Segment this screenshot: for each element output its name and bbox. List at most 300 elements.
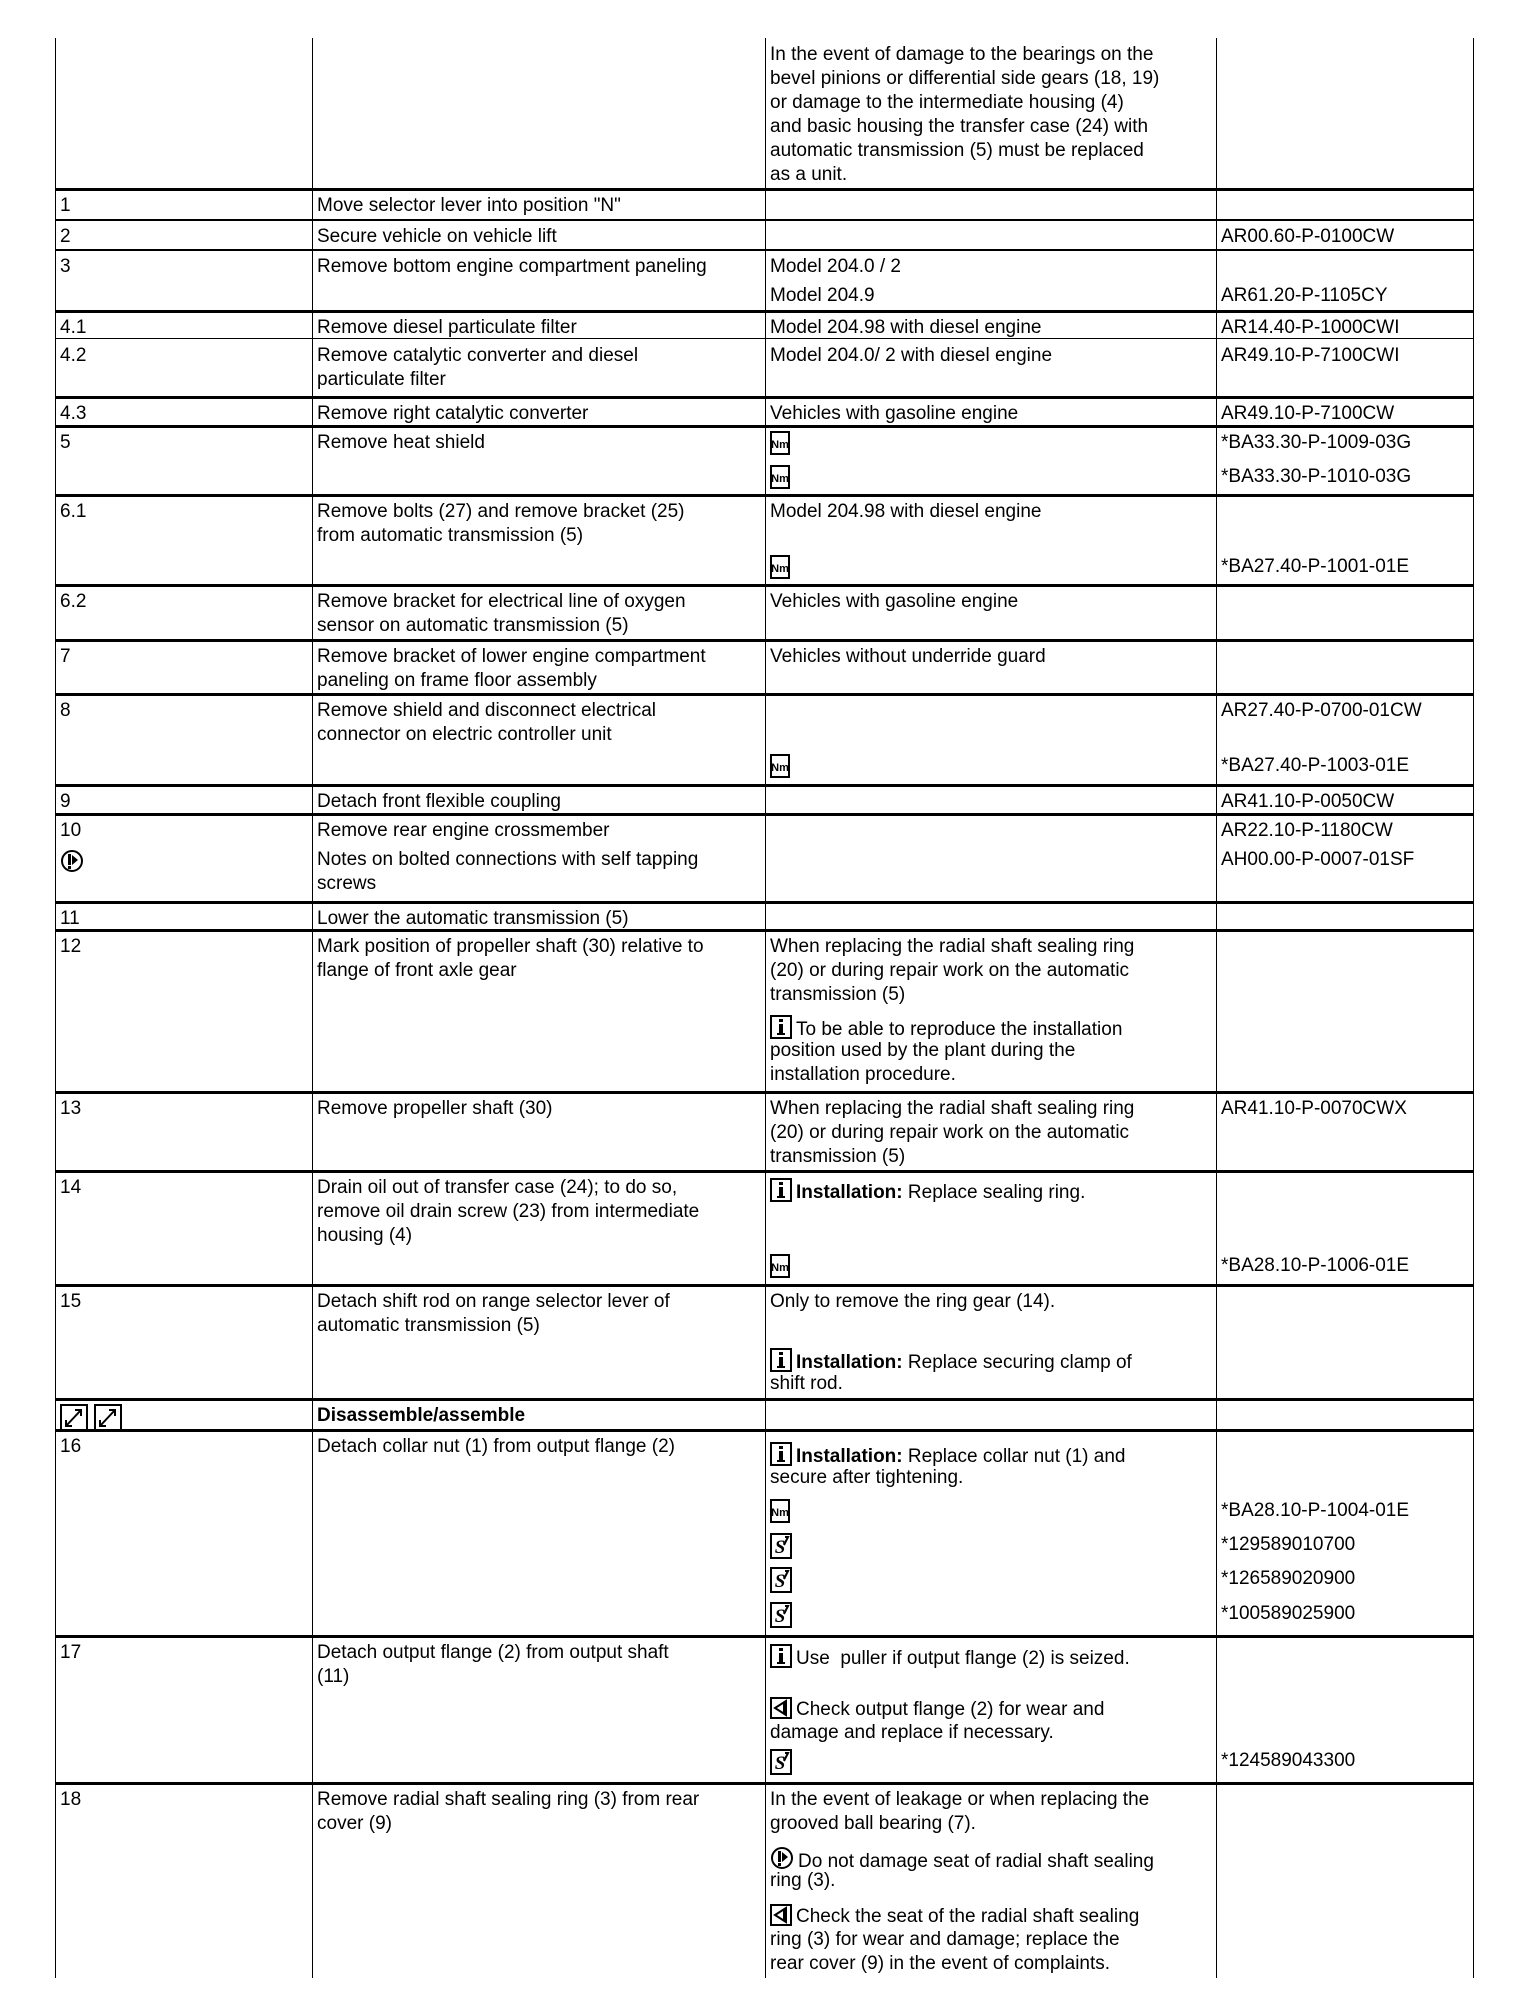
line-text: Remove right catalytic converter	[317, 403, 589, 424]
cell-text	[770, 1442, 1213, 1490]
line-text: Replace securing clamp of	[902, 1352, 1132, 1373]
step-cell	[60, 397, 309, 426]
line-text: secure after tightening.	[770, 1467, 964, 1488]
torque-nm-icon	[770, 1499, 790, 1530]
reference-code[interactable]: *100589025900	[1221, 1603, 1356, 1624]
bold-label: Installation:	[796, 1352, 903, 1373]
action-cell	[317, 220, 762, 250]
step-number	[60, 1176, 309, 1200]
action-cell	[317, 640, 762, 694]
cell-text	[317, 344, 762, 392]
reference-link[interactable]	[1221, 344, 1470, 368]
line-text: grooved ball bearing (7).	[770, 1813, 976, 1834]
reference-code[interactable]: *BA28.10-P-1004-01E	[1221, 1500, 1410, 1521]
line-text: transmission (5)	[770, 1146, 906, 1167]
cell-text	[770, 402, 1213, 426]
cell-text	[770, 555, 1213, 579]
action-cell	[317, 785, 762, 814]
line-text: In the event of damage to the bearings on the	[770, 44, 1154, 65]
text-line	[770, 983, 1213, 1007]
text-line	[770, 1097, 1213, 1121]
cell-text	[317, 1435, 762, 1459]
text-line	[317, 368, 762, 392]
step-label: 4.2	[60, 345, 87, 366]
reference-code[interactable]: *129589010700	[1221, 1534, 1356, 1555]
reference-cell	[1221, 1285, 1470, 1399]
step-cell	[60, 1399, 309, 1430]
cell-text	[770, 316, 1213, 340]
reference-code[interactable]: *BA33.30-P-1010-03G	[1221, 466, 1412, 487]
step-number	[60, 431, 309, 455]
cell-text	[317, 590, 762, 638]
line-text: connector on electric controller unit	[317, 724, 612, 745]
step-number	[60, 255, 309, 279]
text-line	[770, 465, 1213, 489]
notes-cell	[770, 1285, 1213, 1399]
cell-text	[317, 935, 762, 983]
warning-icon	[60, 848, 84, 881]
text-line	[317, 225, 762, 249]
line-text: Check the seat of the radial shaft sealing	[796, 1906, 1140, 1927]
line-text: Detach shift rod on range selector lever of	[317, 1291, 670, 1312]
notes-cell	[770, 1092, 1213, 1171]
reference-code[interactable]: *BA28.10-P-1006-01E	[1221, 1255, 1410, 1276]
cell-text	[770, 1178, 1213, 1202]
step-cell	[60, 1285, 309, 1399]
cell-text	[317, 500, 762, 548]
reference-code[interactable]: AH00.00-P-0007-01SF	[1221, 849, 1415, 870]
reference-cell	[1221, 930, 1470, 1092]
step-number	[60, 225, 309, 249]
notes-cell	[770, 902, 1213, 930]
line-text: Model 204.0/ 2 with diesel engine	[770, 345, 1053, 366]
text-line	[770, 1904, 1213, 1928]
action-cell	[317, 1285, 762, 1399]
line-text: automatic transmission (5)	[317, 1315, 540, 1336]
reference-cell	[1221, 189, 1470, 220]
step-number	[60, 1435, 309, 1459]
text-line	[770, 1644, 1213, 1668]
reference-cell	[1221, 250, 1470, 311]
line-text: Vehicles with gasoline engine	[770, 403, 1019, 424]
reference-link[interactable]	[1221, 431, 1470, 455]
text-line	[770, 1602, 1213, 1626]
text-line	[317, 524, 762, 548]
text-line	[317, 255, 762, 279]
step-cell	[60, 640, 309, 694]
text-line	[317, 790, 762, 814]
text-line	[770, 590, 1213, 614]
line-text: Remove radial shaft sealing ring (3) from rear	[317, 1789, 700, 1810]
step-number	[60, 1788, 309, 1812]
svg-text:S: S	[774, 1571, 786, 1592]
text-line	[770, 1749, 1213, 1773]
text-line	[317, 1812, 762, 1836]
text-line	[770, 431, 1213, 455]
text-line	[317, 500, 762, 524]
bold-label: Disassemble/assemble	[317, 1405, 526, 1426]
action-cell	[317, 814, 762, 902]
cell-text	[317, 225, 762, 249]
step-cell	[60, 495, 309, 585]
reference-link[interactable]	[1221, 790, 1470, 814]
text-line	[770, 959, 1213, 983]
text-line	[317, 872, 762, 896]
text-line	[770, 500, 1213, 524]
line-text: Move selector lever into position "N"	[317, 195, 621, 216]
cell-text	[770, 43, 1213, 187]
text-line	[770, 1928, 1213, 1952]
notes-cell	[770, 189, 1213, 220]
cell-text	[770, 1499, 1213, 1523]
line-text: rear cover (9) in the event of complaints.	[770, 1953, 1111, 1974]
reference-code[interactable]: AR49.10-P-7100CWI	[1221, 345, 1400, 366]
special-tool-icon	[770, 1533, 792, 1566]
reference-link[interactable]	[1221, 465, 1470, 489]
text-line	[770, 255, 1213, 279]
line-text: To be able to reproduce the installation	[796, 1019, 1123, 1040]
reference-link[interactable]	[1221, 1533, 1470, 1557]
step-cell	[60, 694, 309, 785]
line-text: sensor on automatic transmission (5)	[317, 615, 629, 636]
cell-text	[770, 1290, 1213, 1314]
text-line	[317, 1788, 762, 1812]
step-label: 15	[60, 1291, 82, 1312]
reference-code[interactable]: AR41.10-P-0070CWX	[1221, 1098, 1407, 1119]
line-text: Model 204.9	[770, 285, 875, 306]
reference-code[interactable]: *126589020900	[1221, 1568, 1356, 1589]
line-text: Vehicles without underride guard	[770, 646, 1046, 667]
text-line	[770, 1567, 1213, 1591]
cell-text	[770, 255, 1213, 279]
step-number	[60, 1290, 309, 1314]
cell-text	[770, 935, 1213, 1007]
reference-cell	[1221, 694, 1470, 785]
text-line	[770, 1869, 1213, 1893]
reference-code[interactable]: *BA27.40-P-1001-01E	[1221, 556, 1410, 577]
text-line	[770, 1845, 1213, 1872]
notes-cell	[770, 495, 1213, 585]
step-label: 2	[60, 226, 71, 247]
step-label: 4.1	[60, 317, 87, 338]
special-tool-icon	[770, 1567, 792, 1600]
notes-cell	[770, 311, 1213, 339]
cell-text	[770, 431, 1213, 455]
notes-cell	[770, 694, 1213, 785]
cell-text	[317, 1641, 762, 1689]
reference-code[interactable]: *BA27.40-P-1003-01E	[1221, 755, 1410, 776]
reference-cell	[1221, 585, 1470, 640]
reference-cell	[1221, 426, 1470, 495]
line-text: Remove catalytic converter and diesel	[317, 345, 639, 366]
action-cell	[317, 250, 762, 311]
text-line	[317, 1176, 762, 1200]
cell-text	[317, 1176, 762, 1248]
reference-code[interactable]: AR22.10-P-1180CW	[1221, 820, 1393, 841]
line-text: Remove diesel particulate filter	[317, 317, 577, 338]
reference-link[interactable]	[1221, 1254, 1470, 1278]
notes-cell	[770, 397, 1213, 426]
cell-text	[770, 1254, 1213, 1278]
line-text: Remove bolts (27) and remove bracket (25)	[317, 501, 685, 522]
cell-text	[317, 699, 762, 747]
notes-cell	[770, 339, 1213, 397]
reference-link[interactable]	[1221, 1567, 1470, 1591]
svg-text:S: S	[774, 1606, 786, 1627]
text-line	[770, 1348, 1213, 1372]
line-text: from automatic transmission (5)	[317, 525, 584, 546]
line-text: Detach collar nut (1) from output flange (2)	[317, 1436, 676, 1457]
reference-cell	[1221, 785, 1470, 814]
text-line	[770, 1499, 1213, 1523]
step-number	[60, 645, 309, 669]
cell-text	[770, 465, 1213, 489]
step-cell	[60, 785, 309, 814]
reference-cell	[1221, 339, 1470, 397]
reference-link[interactable]	[1221, 1602, 1470, 1626]
reference-code[interactable]: AR49.10-P-7100CW	[1221, 403, 1395, 424]
line-text: Remove bottom engine compartment paneling	[317, 256, 707, 277]
reference-link[interactable]	[1221, 1097, 1470, 1121]
reference-cell	[1221, 640, 1470, 694]
step-label: 18	[60, 1789, 82, 1810]
line-text: Notes on bolted connections with self tapping	[317, 849, 699, 870]
text-line	[317, 1314, 762, 1338]
cell-text	[317, 255, 762, 279]
step-label: 6.2	[60, 591, 87, 612]
step-cell	[60, 426, 309, 495]
step-label: 16	[60, 1436, 82, 1457]
line-text: Replace collar nut (1) and	[902, 1446, 1126, 1467]
reference-code[interactable]: AR00.60-P-0100CW	[1221, 226, 1395, 247]
line-text: ring (3) for wear and damage; replace the	[770, 1929, 1120, 1950]
cell-text	[770, 754, 1213, 778]
action-cell	[317, 694, 762, 785]
column-divider	[1473, 38, 1474, 1978]
line-text: Remove bracket of lower engine compartment	[317, 646, 706, 667]
reference-link[interactable]	[1221, 754, 1470, 778]
bold-label: Installation:	[796, 1182, 903, 1203]
reference-code[interactable]: AR27.40-P-0700-01CW	[1221, 700, 1422, 721]
text-line	[770, 139, 1213, 163]
torque-nm-icon	[770, 431, 790, 462]
cell-text	[317, 194, 762, 218]
line-text: Do not damage seat of radial shaft sealing	[798, 1851, 1154, 1872]
step-label: 1	[60, 195, 71, 216]
step-cell	[60, 250, 309, 311]
text-line	[317, 1404, 762, 1428]
line-text: Mark position of propeller shaft (30) relative to	[317, 936, 704, 957]
line-text: shift rod.	[770, 1373, 843, 1394]
text-line	[317, 848, 762, 872]
info-icon	[770, 1644, 792, 1675]
line-text: In the event of leakage or when replacing the	[770, 1789, 1150, 1810]
notes-cell	[770, 426, 1213, 495]
cell-text	[317, 790, 762, 814]
cell-text	[770, 1697, 1213, 1745]
line-text: Replace sealing ring.	[902, 1182, 1086, 1203]
line-text: installation procedure.	[770, 1064, 956, 1085]
cell-text	[770, 1533, 1213, 1557]
line-text: (20) or during repair work on the automatic	[770, 1122, 1130, 1143]
reference-link[interactable]	[1221, 316, 1470, 340]
step-cell	[60, 38, 309, 189]
cell-text	[770, 284, 1213, 308]
text-line	[770, 1145, 1213, 1169]
cell-text	[770, 1567, 1213, 1591]
text-line	[770, 1372, 1213, 1396]
step-label: 7	[60, 646, 71, 667]
bold-label: Installation:	[796, 1446, 903, 1467]
svg-text:Nm: Nm	[771, 563, 789, 575]
action-cell	[317, 397, 762, 426]
reference-link[interactable]	[1221, 225, 1470, 249]
text-line	[317, 1290, 762, 1314]
cell-text	[317, 907, 762, 931]
cell-text	[770, 344, 1213, 368]
reference-link[interactable]	[1221, 1499, 1470, 1523]
reference-cell	[1221, 1636, 1470, 1783]
line-text: Detach output flange (2) from output shaft	[317, 1642, 669, 1663]
reference-cell	[1221, 902, 1470, 930]
torque-nm-icon	[770, 465, 790, 496]
line-text: Detach front flexible coupling	[317, 791, 561, 812]
svg-text:Nm: Nm	[771, 1507, 789, 1519]
text-line	[317, 614, 762, 638]
step-cell	[60, 220, 309, 250]
notes-cell	[770, 585, 1213, 640]
torque-nm-icon	[770, 1254, 790, 1285]
cell-text	[770, 1097, 1213, 1169]
step-label: 17	[60, 1642, 82, 1663]
notes-cell	[770, 640, 1213, 694]
text-line	[770, 1442, 1213, 1466]
line-text: Use puller if output flange (2) is seized.	[796, 1648, 1130, 1669]
step-number	[60, 1097, 309, 1121]
info-icon	[770, 1178, 792, 1209]
reference-link[interactable]	[1221, 699, 1470, 723]
text-line	[770, 1466, 1213, 1490]
action-cell	[317, 1092, 762, 1171]
notes-cell	[770, 1430, 1213, 1636]
notes-cell	[770, 220, 1213, 250]
step-label: 11	[60, 908, 80, 929]
column-divider	[765, 38, 766, 1978]
step-cell	[60, 1783, 309, 1978]
step-label: 4.3	[60, 403, 87, 424]
step-number	[60, 1641, 309, 1665]
reference-link[interactable]	[1221, 848, 1470, 872]
reference-link[interactable]	[1221, 819, 1470, 843]
cell-text	[317, 402, 762, 426]
cell-text	[317, 431, 762, 455]
reference-code[interactable]: *124589043300	[1221, 1750, 1356, 1771]
text-line	[770, 754, 1213, 778]
step-label: 5	[60, 432, 71, 453]
line-text: Model 204.98 with diesel engine	[770, 501, 1042, 522]
line-text: Lower the automatic transmission (5)	[317, 908, 629, 929]
action-cell	[317, 902, 762, 930]
text-line	[770, 1254, 1213, 1278]
reference-code[interactable]: *BA33.30-P-1009-03G	[1221, 432, 1412, 453]
text-line	[317, 1224, 762, 1248]
text-line	[770, 1788, 1213, 1812]
text-line	[770, 935, 1213, 959]
action-cell	[317, 495, 762, 585]
line-text: particulate filter	[317, 369, 446, 390]
action-cell	[317, 311, 762, 339]
step-cell	[60, 1092, 309, 1171]
text-line	[317, 1665, 762, 1689]
text-line	[770, 43, 1213, 67]
text-line	[317, 1097, 762, 1121]
reference-cell	[1221, 495, 1470, 585]
text-line	[317, 1641, 762, 1665]
text-line	[770, 91, 1213, 115]
text-line	[317, 402, 762, 426]
step-number	[60, 194, 309, 218]
line-text: Only to remove the ring gear (14).	[770, 1291, 1056, 1312]
reference-cell	[1221, 814, 1470, 902]
step-cell	[60, 339, 309, 397]
step-label: 8	[60, 700, 71, 721]
step-number	[60, 699, 309, 723]
cell-text	[770, 1845, 1213, 1893]
svg-text:Nm: Nm	[771, 1262, 789, 1274]
text-line	[317, 645, 762, 669]
reference-cell	[1221, 1399, 1470, 1430]
reference-link[interactable]	[1221, 402, 1470, 426]
text-line	[770, 1178, 1213, 1202]
reference-link[interactable]	[1221, 1749, 1470, 1773]
reference-code[interactable]: AR61.20-P-1105CY	[1221, 285, 1388, 306]
notes-cell	[770, 1399, 1213, 1430]
text-line	[770, 402, 1213, 426]
reference-link[interactable]	[1221, 284, 1470, 308]
text-line	[317, 819, 762, 843]
line-text: When replacing the radial shaft sealing ring	[770, 936, 1135, 957]
cell-text	[317, 316, 762, 340]
text-line	[317, 907, 762, 931]
step-label: 10	[60, 820, 82, 841]
step-number	[60, 402, 309, 426]
text-line	[770, 555, 1213, 579]
cell-text	[770, 645, 1213, 669]
svg-text:S: S	[774, 1537, 786, 1558]
reference-cell	[1221, 1430, 1470, 1636]
text-line	[770, 115, 1213, 139]
line-text: remove oil drain screw (23) from intermediate	[317, 1201, 700, 1222]
svg-text:Nm: Nm	[771, 473, 789, 485]
text-line	[770, 284, 1213, 308]
line-text: Remove shield and disconnect electrical	[317, 700, 657, 721]
cell-text	[317, 1097, 762, 1121]
action-cell	[317, 1430, 762, 1636]
line-text: When replacing the radial shaft sealing ring	[770, 1098, 1135, 1119]
step-label: 6.1	[60, 501, 87, 522]
line-text: Remove rear engine crossmember	[317, 820, 610, 841]
reference-code[interactable]: AR14.40-P-1000CWI	[1221, 317, 1400, 338]
reference-code[interactable]: AR41.10-P-0050CW	[1221, 791, 1395, 812]
cell-text	[770, 1348, 1213, 1396]
reference-link[interactable]	[1221, 555, 1470, 579]
line-text: (11)	[317, 1666, 350, 1687]
line-text: damage and replace if necessary.	[770, 1722, 1054, 1743]
text-line	[317, 344, 762, 368]
line-text: transmission (5)	[770, 984, 906, 1005]
cell-text	[770, 1788, 1213, 1836]
line-text: Check output flange (2) for wear and	[796, 1699, 1105, 1720]
